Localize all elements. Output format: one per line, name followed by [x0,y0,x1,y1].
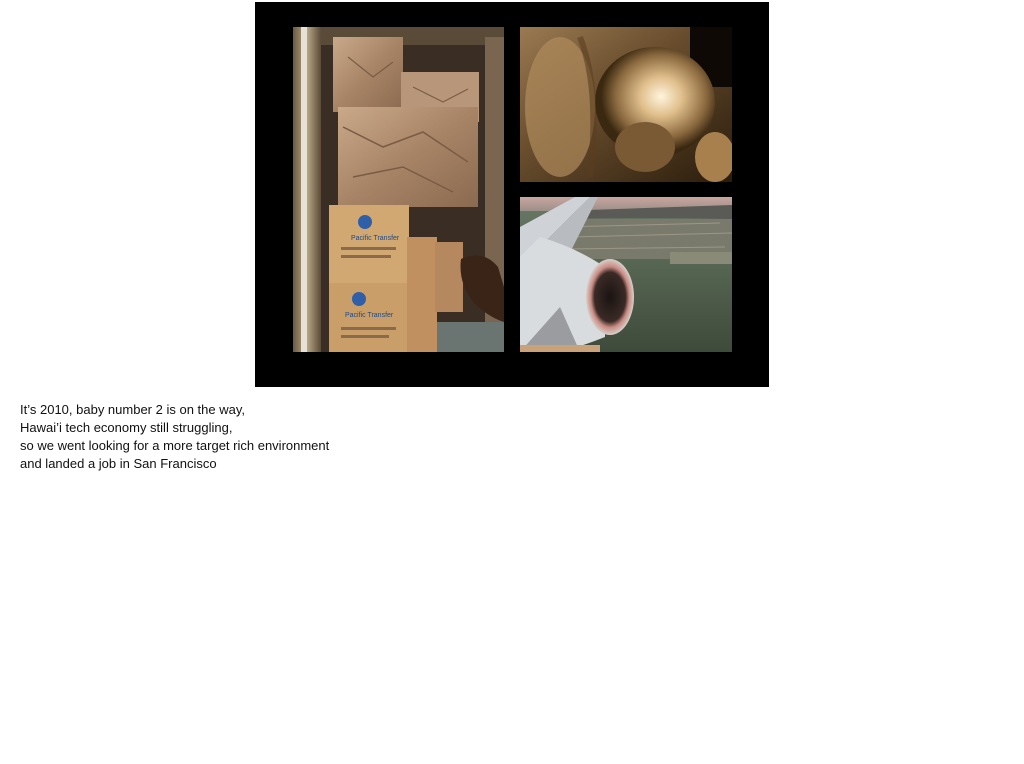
ultrasound-photo [520,27,732,182]
moving-boxes-photo [293,27,504,352]
ultrasound-image [520,27,732,182]
speaker-notes [20,401,620,473]
box-label-top: Pacific Transfer [351,235,400,242]
notes-line-3: so we went looking for a more target rich environment [20,438,330,453]
moving-boxes-image [293,27,504,352]
notes-line-4: and landed a job in San Francisco [20,456,217,471]
slide-photo-frame [255,2,769,387]
airplane-wing-image [520,197,732,352]
airplane-wing-photo [520,197,732,352]
notes-line-2: Hawai’i tech economy still struggling, [20,420,233,435]
box-label-bottom: Pacific Transfer [345,312,394,319]
notes-line-1: It’s 2010, baby number 2 is on the way, [20,402,245,417]
